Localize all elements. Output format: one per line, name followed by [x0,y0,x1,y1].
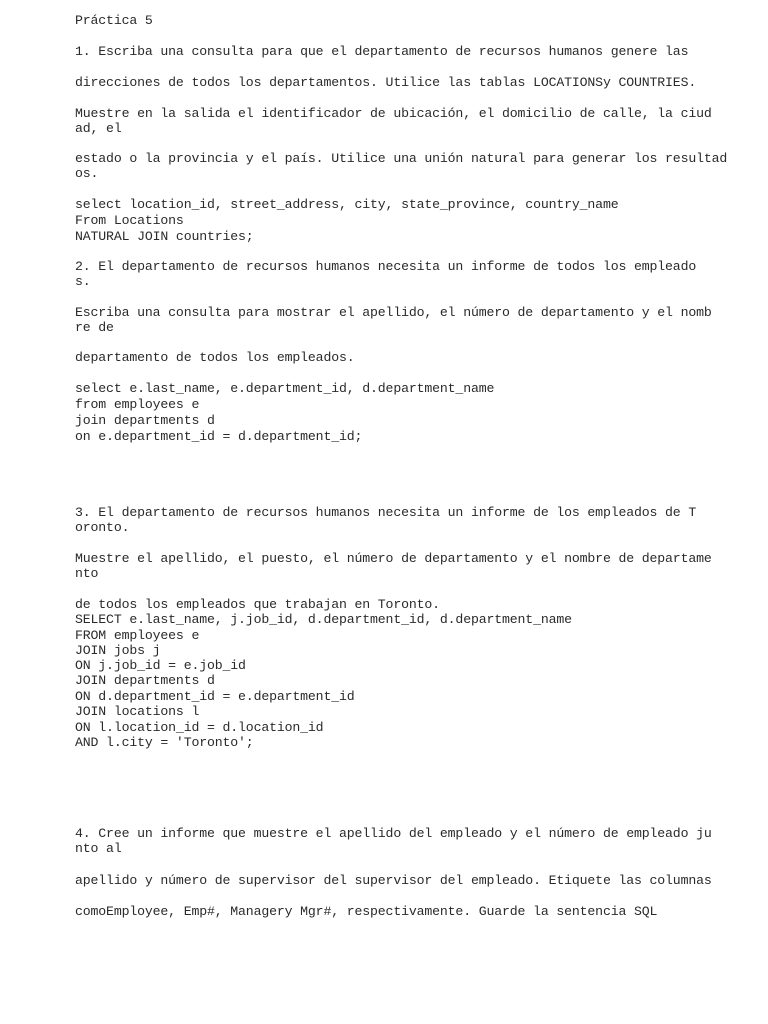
q3-prompt-line: nto [75,566,99,581]
q4-prompt-line: comoEmployee, Emp#, Managery Mgr#, respectivamente. Guarde la sentencia SQL [75,904,658,919]
q3-prompt-line: oronto. [75,520,130,535]
q2-prompt-line: departamento de todos los empleados. [75,350,355,365]
q3-sql-line: JOIN jobs j [75,643,161,658]
q4-prompt-line: nto al [75,841,122,856]
q1-prompt-line: os. [75,166,99,181]
q3-sql-line: FROM employees e [75,628,200,643]
q3-sql-line: ON l.location_id = d.location_id [75,720,324,735]
q1-prompt-line: direcciones de todos los departamentos. Utilice las tablas LOCATIONSy COUNTRIES. [75,75,697,90]
q1-prompt-line: Muestre en la salida el identificador de ubicación, el domicilio de calle, la ciud [75,106,712,121]
q2-sql-line: on e.department_id = d.department_id; [75,429,363,444]
q1-prompt-line: ad, el [75,121,122,136]
q3-sql-line: AND l.city = 'Toronto'; [75,735,254,750]
q1-prompt-line: estado o la provincia y el país. Utilice una unión natural para generar los resultad [75,151,728,166]
q2-prompt-line: re de [75,320,114,335]
q3-sql-line: JOIN departments d [75,673,215,688]
q2-prompt-line: Escriba una consulta para mostrar el apellido, el número de departamento y el nomb [75,305,712,320]
q4-prompt-line: apellido y número de supervisor del supervisor del empleado. Etiquete las columnas [75,873,712,888]
q2-prompt-line: 2. El departamento de recursos humanos necesita un informe de todos los empleado [75,259,697,274]
q3-sql-line: ON j.job_id = e.job_id [75,658,246,673]
q2-sql-line: select e.last_name, e.department_id, d.department_name [75,381,495,396]
q1-sql-line: From Locations [75,213,184,228]
q3-sql-line: JOIN locations l [75,704,200,719]
q2-sql-line: join departments d [75,413,215,428]
q3-prompt-line: 3. El departamento de recursos humanos necesita un informe de los empleados de T [75,505,697,520]
q3-prompt-line: Muestre el apellido, el puesto, el número de departamento y el nombre de departame [75,551,712,566]
q1-prompt-line: 1. Escriba una consulta para que el departamento de recursos humanos genere las [75,44,689,59]
q3-sql-line: SELECT e.last_name, j.job_id, d.department_id, d.department_name [75,612,572,627]
document-title: Práctica 5 [75,13,153,28]
q2-prompt-line: s. [75,274,91,289]
q3-sql-line: ON d.department_id = e.department_id [75,689,355,704]
q1-sql-line: NATURAL JOIN countries; [75,229,254,244]
q1-sql-line: select location_id, street_address, city, state_province, country_name [75,197,619,212]
q2-sql-line: from employees e [75,397,200,412]
q3-prompt-line: de todos los empleados que trabajan en Toronto. [75,597,440,612]
q4-prompt-line: 4. Cree un informe que muestre el apellido del empleado y el número de empleado ju [75,826,712,841]
